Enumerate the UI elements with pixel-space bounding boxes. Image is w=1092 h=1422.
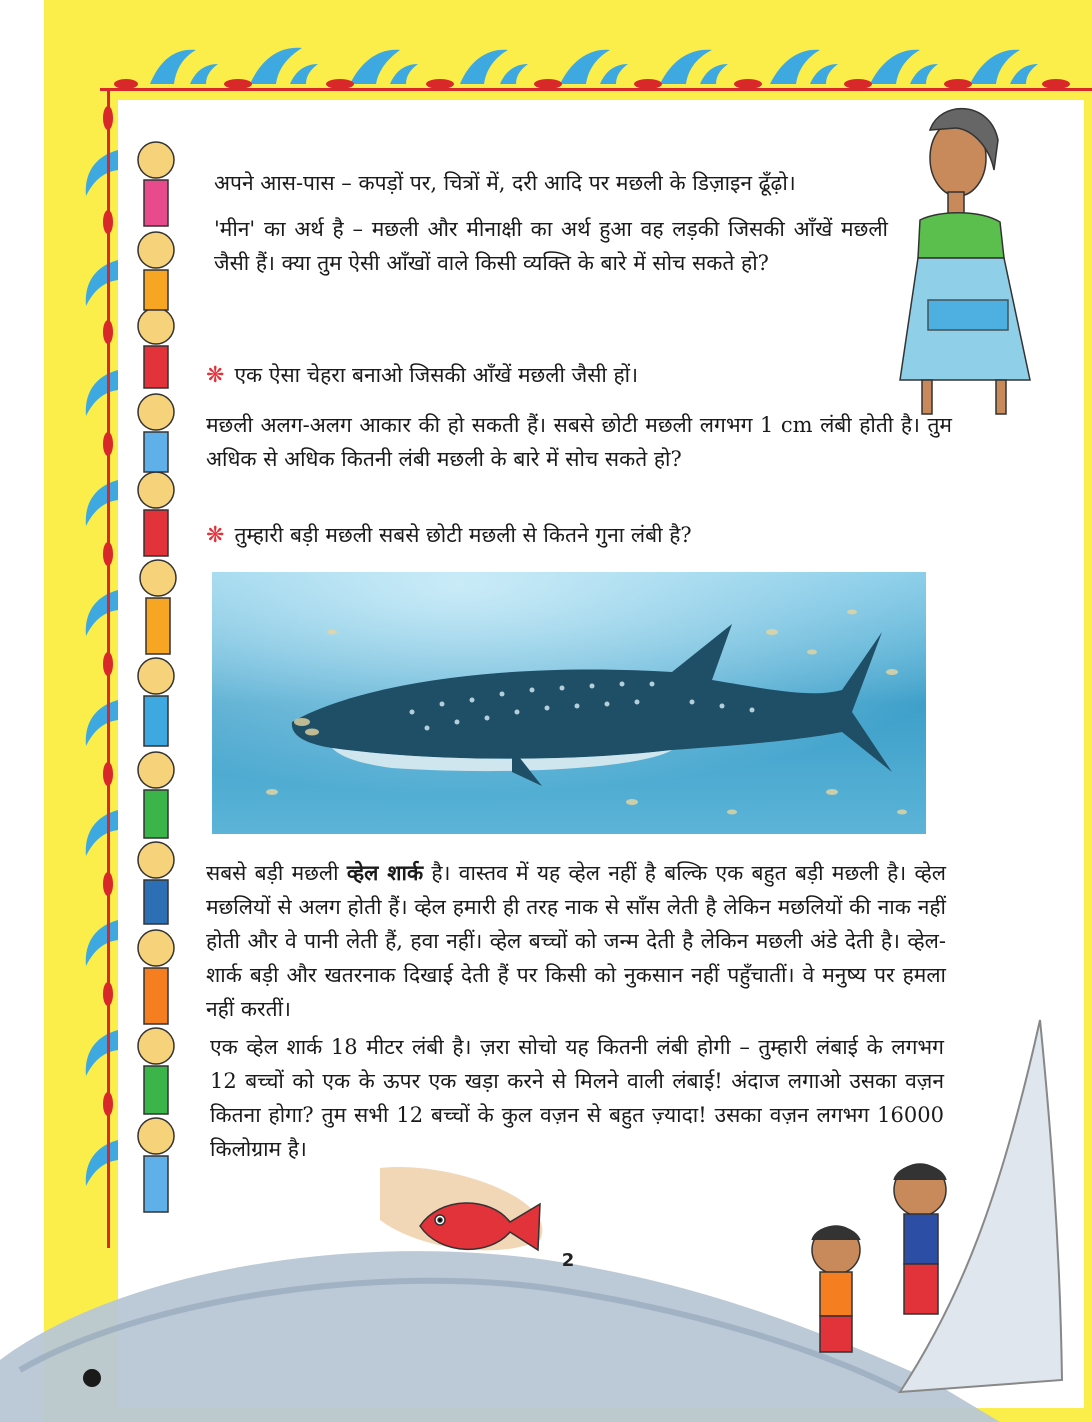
red-star-icon: ❋ bbox=[206, 363, 225, 388]
bullet-draw-face-text: एक ऐसा चेहरा बनाओ जिसकी आँखें मछली जैसी हों। bbox=[234, 363, 639, 387]
intro-block bbox=[214, 166, 888, 280]
red-star-icon: ❋ bbox=[206, 523, 225, 548]
whale-shark-paragraph-lead: सबसे बड़ी मछली bbox=[206, 861, 347, 885]
whale-shark-paragraph-rest: है। वास्तव में यह व्हेल नहीं है बल्कि एक बहुत बड़ी मछली है। व्हेल मछलियों से अलग होती हैं। व्हेल हमारी ही तरह नाक से साँस लेती है लेकिन मछलियों की नाक नहीं होती और वे पानी लेती हैं, हवा नहीं। व्हेल बच्चों को जन्म देती है लेकिन मछली अंडे देती है। व्हेल-शार्क बड़ी और खतरनाक दिखाई देती हैं पर किसी को नुकसान नहीं पहुँचातीं। वे मनुष्य पर हमला नहीं करतीं। bbox=[206, 861, 946, 1021]
intro-paragraph-1: अपने आस-पास – कपड़ों पर, चित्रों में, दरी आदि पर मछली के डिज़ाइन ढूँढ़ो। bbox=[214, 171, 796, 195]
bullet-draw-face bbox=[206, 358, 906, 393]
stacked-children-column-icon bbox=[138, 142, 176, 1212]
bullet-fish-compare bbox=[206, 518, 926, 553]
whale-shark-paragraph bbox=[206, 856, 946, 1026]
top-wave-pattern-icon bbox=[150, 48, 1038, 84]
whale-shark-length-paragraph: एक व्हेल शार्क 18 मीटर लंबी है। ज़रा सोचो यह कितनी लंबी होगी – तुम्हारी लंबाई के लगभग 12 बच्चों को एक के ऊपर एक खड़ा करने से मिलने वाली लंबाई! अंदाज लगाओ उसका वज़न कितना होगा? तुम सभी 12 बच्चों के कुल वज़न से बहुत ज़्यादा! उसका वज़न लगभग 16000 किलोग्राम है। bbox=[210, 1035, 944, 1161]
whale-shark-term: व्हेल शार्क bbox=[346, 860, 424, 885]
woman-figure-illustration-icon bbox=[900, 109, 1030, 414]
intro-paragraph-2: 'मीन' का अर्थ है – मछली और मीनाक्षी का अर्थ हुआ वह लड़की जिसकी आँखें मछली जैसी हैं। क्या तुम ऐसी आँखों वाले किसी व्यक्ति के बारे में सोच सकते हो? bbox=[214, 217, 888, 275]
children-on-whale-illustration-icon bbox=[812, 1164, 946, 1352]
left-wave-pattern-icon bbox=[86, 150, 118, 1186]
page-number: 2 bbox=[561, 1250, 575, 1271]
size-paragraph: मछली अलग-अलग आकार की हो सकती हैं। सबसे छोटी मछली लगभग 1 cm लंबी होती है। तुम अधिक से अधिक कितनी लंबी मछली के बारे में सोच सकते हो? bbox=[206, 413, 952, 471]
bullet-fish-compare-text: तुम्हारी बड़ी मछली सबसे छोटी मछली से कितने गुना लंबी है? bbox=[234, 523, 692, 547]
whale-shark-photo bbox=[212, 572, 926, 834]
